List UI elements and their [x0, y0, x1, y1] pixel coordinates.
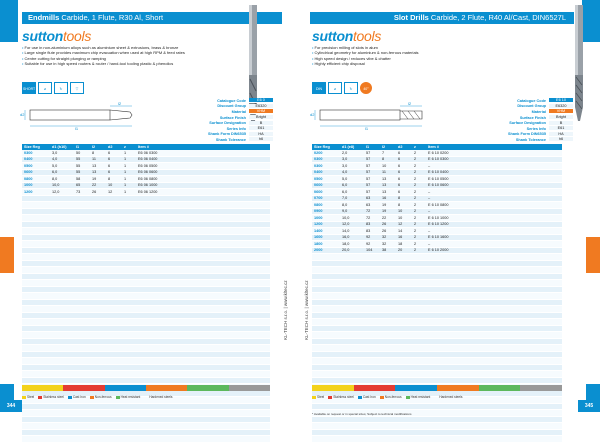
table-cell: 2 [412, 234, 426, 241]
spec-key: Surface Finish [519, 115, 546, 120]
spec-table [490, 98, 573, 143]
table-cell: 2 [412, 156, 426, 163]
property-icons [312, 82, 372, 103]
table-cell: 8,0 [50, 176, 74, 183]
svg-text:l2: l2 [408, 102, 412, 106]
spec-row [190, 132, 273, 138]
table-cell: 13 [380, 189, 396, 196]
spec-value: B [549, 121, 573, 126]
centre-cut-icon: ▽ [70, 82, 84, 94]
column-header: l1 [364, 144, 380, 150]
table-cell: E6 06 1000 [136, 182, 270, 189]
spec-row [190, 137, 273, 143]
table-cell: 6 [396, 169, 412, 176]
table-cell: 8,0 [340, 202, 364, 209]
table-cell: E6 06 0600 [136, 169, 270, 176]
table-cell: 6 [396, 189, 412, 196]
table-cell: 50 [74, 150, 90, 156]
spec-value: E61 [549, 126, 573, 131]
table-cell: E6 06 1200 [136, 189, 270, 196]
table-cell: 63 [364, 195, 380, 202]
spec-value: VHM [549, 109, 573, 114]
table-cell: 3,0 [340, 163, 364, 170]
table-cell: 57 [364, 169, 380, 176]
table-cell: 0400 [312, 169, 340, 176]
table-cell: – [426, 208, 562, 215]
table-cell: 1 [122, 156, 136, 163]
spec-key: Shank Tolerance [515, 137, 546, 142]
spec-key: Discount Group [517, 104, 546, 109]
table-cell: 2 [412, 176, 426, 183]
vertical-imprint: KL-TECH s.r.o. | www.kltec.cz [304, 280, 309, 340]
spec-value: E6 10 [549, 98, 573, 103]
table-cell: 73 [74, 189, 90, 196]
spec-key: Surface Designation [209, 121, 246, 126]
spec-value: h6 [249, 137, 273, 142]
property-icons [22, 82, 84, 94]
table-cell: 26 [380, 221, 396, 228]
spec-row [490, 115, 573, 121]
table-cell: 6 [106, 169, 122, 176]
feature-item: • Centre cutting for straight plunging or ramping [22, 56, 242, 61]
table-cell: 18 [396, 241, 412, 248]
flute-icon: ↻ [344, 82, 358, 94]
table-cell: 0400 [22, 156, 50, 163]
table-cell: 10,0 [340, 215, 364, 222]
table-cell: 1 [122, 150, 136, 156]
table-cell: 1 [122, 182, 136, 189]
material-band [22, 385, 270, 391]
table-cell: 57 [364, 163, 380, 170]
table-cell: 57 [364, 189, 380, 196]
table-cell: 83 [364, 221, 380, 228]
spec-value: VHM [249, 109, 273, 114]
table-cell: 7 [380, 150, 396, 156]
table-cell: 2 [412, 195, 426, 202]
spec-value: E6 0 [249, 98, 273, 103]
table-cell: 6 [106, 156, 122, 163]
spec-row [490, 109, 573, 115]
table-cell: 16,0 [340, 234, 364, 241]
column-header: Size Reg [22, 144, 50, 150]
spec-row [190, 104, 273, 110]
tolerance-icon: ⌀ [38, 82, 52, 94]
spec-key: Shank Tolerance [215, 137, 246, 142]
tool-dimension-drawing [20, 102, 170, 132]
feature-list [22, 45, 242, 67]
spec-key: Surface Designation [509, 121, 546, 126]
spec-value: Bright [549, 115, 573, 120]
table-cell: E 6 10 1200 [426, 221, 562, 228]
spec-table [190, 98, 273, 143]
table-cell: 11 [90, 156, 106, 163]
table-cell: 12 [396, 221, 412, 228]
table-cell: E 6 10 2000 [426, 247, 562, 254]
tool-dimension-drawing [310, 102, 460, 132]
table-cell: 2 [412, 189, 426, 196]
table-cell: 2 [412, 150, 426, 156]
table-cell: 2 [412, 208, 426, 215]
table-cell: 14,0 [340, 228, 364, 235]
table-cell: 5,0 [50, 163, 74, 170]
table-cell: 32 [380, 234, 396, 241]
table-cell: 8 [380, 156, 396, 163]
din-icon: DIN 6527L [312, 82, 326, 94]
table-cell: 0600 [312, 189, 340, 196]
table-cell: 57 [364, 156, 380, 163]
table-cell: 0900 [312, 208, 340, 215]
column-header: d2 [396, 144, 412, 150]
table-cell: 1 [122, 169, 136, 176]
spec-key: Material [231, 109, 246, 114]
table-cell: 26 [90, 189, 106, 196]
table-cell: 0800 [312, 202, 340, 209]
table-cell: 16 [396, 234, 412, 241]
table-cell: 13 [90, 163, 106, 170]
table-cell: 0500 [312, 176, 340, 183]
table-cell: 72 [364, 215, 380, 222]
table-cell: 0300 [22, 150, 50, 156]
table-cell: 26 [380, 228, 396, 235]
table-cell: 20,0 [340, 247, 364, 254]
table-cell: 2 [412, 221, 426, 228]
brand-logo: suttontools [312, 28, 382, 44]
table-cell: 57 [364, 176, 380, 183]
table-cell: 2 [412, 247, 426, 254]
table-cell: 32 [380, 241, 396, 248]
table-cell: 18,0 [340, 241, 364, 248]
table-cell: 55 [74, 156, 90, 163]
table-cell: 10 [380, 163, 396, 170]
spec-row [190, 98, 273, 104]
table-cell: E 6 10 0300 [426, 156, 562, 163]
feature-item: • High speed design / reduces vibe & chatter [312, 56, 532, 61]
feature-item: • For precision milling of slots in alum [312, 45, 532, 50]
column-header: l2 [380, 144, 396, 150]
table-cell: E 6 10 0400 [426, 169, 562, 176]
column-header: d2 [106, 144, 122, 150]
svg-text:d2: d2 [20, 112, 25, 117]
table-cell: 83 [364, 228, 380, 235]
spec-value: HA [549, 132, 573, 137]
table-cell: 19 [380, 208, 396, 215]
table-cell: E 6 10 0600 [426, 182, 562, 189]
spec-key: Material [531, 109, 546, 114]
spec-row [190, 115, 273, 121]
table-cell: 57 [364, 150, 380, 156]
table-cell: 6 [396, 150, 412, 156]
section-header: Slot Drills Carbide, 2 Flute, R40 Al/Cast, DIN6527L [310, 12, 574, 24]
spec-key: Shank Form DIN6535 [208, 132, 246, 137]
table-cell: 22 [380, 215, 396, 222]
svg-text:l1: l1 [365, 126, 369, 131]
spec-row [490, 137, 573, 143]
table-cell: 9,0 [340, 208, 364, 215]
table-cell: 2 [412, 169, 426, 176]
slot-drill-tool-image [572, 5, 586, 121]
table-cell: 13 [380, 176, 396, 183]
section-tab [0, 237, 14, 273]
vertical-imprint: KL-TECH s.r.o. | www.kltec.cz [283, 280, 288, 340]
spec-row [190, 109, 273, 115]
table-cell: E6 06 0400 [136, 156, 270, 163]
table-cell: 1600 [312, 234, 340, 241]
column-header: d1 (e8) [340, 144, 364, 150]
spec-row [190, 120, 273, 126]
spec-value: HA [249, 132, 273, 137]
table-cell: 13 [380, 182, 396, 189]
table-cell: 13 [90, 169, 106, 176]
spec-key: Shank Form DIN6535 [508, 132, 546, 137]
table-cell: 8 [396, 202, 412, 209]
table-cell: 12 [106, 189, 122, 196]
spec-key: Catalogue Code [217, 98, 246, 103]
spec-key: Series Info [526, 126, 546, 131]
table-cell: 3,0 [340, 156, 364, 163]
column-header: z [412, 144, 426, 150]
spec-value: Bright [249, 115, 273, 120]
spec-key: Series Info [226, 126, 246, 131]
left-page [0, 0, 300, 424]
feature-item: • Suitable for use in high speed routers & router / hand-tool tooling plastic & phenolics [22, 61, 242, 66]
section-tab-blue [586, 384, 600, 400]
page-number: 344 [0, 400, 22, 412]
table-cell: 1400 [312, 228, 340, 235]
table-cell: 4,0 [340, 169, 364, 176]
spec-key: Surface Finish [219, 115, 246, 120]
feature-item: • Highly efficient chip disposal [312, 61, 532, 66]
table-cell: 0300 [312, 156, 340, 163]
table-cell: 0800 [22, 176, 50, 183]
table-cell: 92 [364, 234, 380, 241]
table-cell: 2000 [312, 247, 340, 254]
column-header: Size Reg [312, 144, 340, 150]
table-cell: 5,0 [340, 176, 364, 183]
table-cell: 8 [90, 150, 106, 156]
empty-row [22, 436, 270, 443]
tolerance-icon: ⌀ [328, 82, 342, 94]
table-cell: E 6 10 1600 [426, 234, 562, 241]
table-cell: 1200 [312, 221, 340, 228]
table-cell: 2 [412, 202, 426, 209]
table-cell: 0200 [312, 150, 340, 156]
spec-value: E6320 [249, 104, 273, 109]
feature-item: • Cylindrical geometry for aluminium & non-ferrous materials [312, 50, 532, 55]
table-cell: – [426, 228, 562, 235]
table-cell: 1000 [312, 215, 340, 222]
material-band [312, 385, 562, 391]
table-cell: 10 [396, 208, 412, 215]
table-cell: 0600 [312, 182, 340, 189]
table-cell: 1800 [312, 241, 340, 248]
table-cell: 3,0 [50, 150, 74, 156]
table-cell: 20 [396, 247, 412, 254]
table-cell: 104 [364, 247, 380, 254]
page-number: 345 [578, 400, 600, 412]
feature-list [312, 45, 532, 67]
table-cell: 8 [396, 195, 412, 202]
table-cell: 12,0 [340, 221, 364, 228]
table-cell: 0600 [22, 169, 50, 176]
spec-row [490, 104, 573, 110]
section-tab [586, 237, 600, 273]
table-cell: 57 [364, 182, 380, 189]
table-cell: 6 [396, 156, 412, 163]
table-cell: 2,0 [340, 150, 364, 156]
column-header: d1 (h10) [50, 144, 74, 150]
table-cell: 2 [412, 182, 426, 189]
svg-text:d2: d2 [310, 112, 315, 117]
empty-row [312, 436, 562, 443]
spec-value: E61 [249, 126, 273, 131]
column-header: l1 [74, 144, 90, 150]
table-cell: 19 [90, 176, 106, 183]
material-legend: Steel Stainless steel Cast Iron Non-ferrous Heat resistant Hardened steels [22, 395, 173, 399]
table-cell: 6,0 [340, 182, 364, 189]
section-header: Endmills Carbide, 1 Flute, R30 Al, Short [22, 12, 282, 24]
table-cell: 16 [380, 195, 396, 202]
column-header: Item # [136, 144, 270, 150]
table-cell: – [426, 163, 562, 170]
spec-row [490, 132, 573, 138]
feature-item: • Large single flute provides maximum chip evacuation when used at high RPM & feed rates [22, 50, 242, 55]
feature-item: • For use in non-aluminium alloys such as aluminium sheet & extrusions, brass & bronze [22, 45, 242, 50]
table-cell: 19 [380, 202, 396, 209]
table-cell: – [426, 241, 562, 248]
table-cell: – [426, 189, 562, 196]
column-header: Item # [426, 144, 562, 150]
table-cell: 12,0 [50, 189, 74, 196]
right-page [300, 0, 600, 424]
table-cell: 2 [412, 215, 426, 222]
table-cell: E 6 10 1000 [426, 215, 562, 222]
table-cell: 92 [364, 241, 380, 248]
section-tab-blue [0, 384, 14, 400]
table-cell: 0500 [22, 163, 50, 170]
column-header: l2 [90, 144, 106, 150]
spec-value: h6 [549, 137, 573, 142]
spec-value: E6320 [549, 104, 573, 109]
table-cell: 6 [396, 163, 412, 170]
spec-row [490, 120, 573, 126]
table-cell: 6 [106, 163, 122, 170]
brand-logo: suttontools [22, 28, 92, 44]
table-cell: 14 [396, 228, 412, 235]
table-cell: 55 [74, 163, 90, 170]
table-cell: 72 [364, 208, 380, 215]
table-cell: E6 06 0800 [136, 176, 270, 183]
table-cell: 10 [106, 182, 122, 189]
table-cell: E 6 10 0800 [426, 202, 562, 209]
table-cell: 10 [396, 215, 412, 222]
table-cell: E6 06 0500 [136, 163, 270, 170]
column-header: z [122, 144, 136, 150]
footnote: * Available on request or in special sizes; Subject to technical modifications [312, 412, 412, 416]
table-cell: 2 [412, 163, 426, 170]
table-cell: 55 [74, 169, 90, 176]
svg-text:l2: l2 [118, 102, 122, 106]
table-cell: – [426, 195, 562, 202]
table-cell: 2 [412, 228, 426, 235]
table-cell: 0700 [312, 195, 340, 202]
short-icon: SHORT [22, 82, 36, 94]
spec-value: B [249, 121, 273, 126]
flute-icon: ↻ [54, 82, 68, 94]
table-cell: 4,0 [50, 156, 74, 163]
table-cell: 1000 [22, 182, 50, 189]
table-cell: 2 [412, 241, 426, 248]
helix-angle-icon: 40° [360, 82, 372, 94]
table-cell: 58 [74, 176, 90, 183]
table-cell: 1 [122, 163, 136, 170]
table-cell: 38 [380, 247, 396, 254]
material-legend: Steel Stainless steel Cast Iron Non-ferrous Heat resistant Hardened steels [312, 395, 463, 399]
table-cell: 63 [364, 202, 380, 209]
table-cell: 6 [396, 182, 412, 189]
table-cell: 22 [90, 182, 106, 189]
table-cell: 1200 [22, 189, 50, 196]
table-cell: 8 [106, 176, 122, 183]
table-cell: 65 [74, 182, 90, 189]
spec-row [190, 126, 273, 132]
spec-key: Catalogue Code [517, 98, 546, 103]
spec-row [490, 98, 573, 104]
table-cell: E 6 10 0200 [426, 150, 562, 156]
table-cell: E6 06 0300 [136, 150, 270, 156]
table-cell: 6 [396, 176, 412, 183]
table-cell: 0300 [312, 163, 340, 170]
corner-tab [0, 0, 18, 42]
table-cell: 6,0 [50, 169, 74, 176]
table-cell: E 6 10 0500 [426, 176, 562, 183]
spec-row [490, 126, 573, 132]
table-cell: 7,0 [340, 195, 364, 202]
svg-text:l1: l1 [75, 126, 79, 131]
table-cell: 1 [122, 176, 136, 183]
table-cell: 6,0 [340, 189, 364, 196]
table-cell: 1 [122, 189, 136, 196]
table-cell: 6 [106, 150, 122, 156]
spec-key: Discount Group [217, 104, 246, 109]
table-cell: 11 [380, 169, 396, 176]
table-cell: 10,0 [50, 182, 74, 189]
